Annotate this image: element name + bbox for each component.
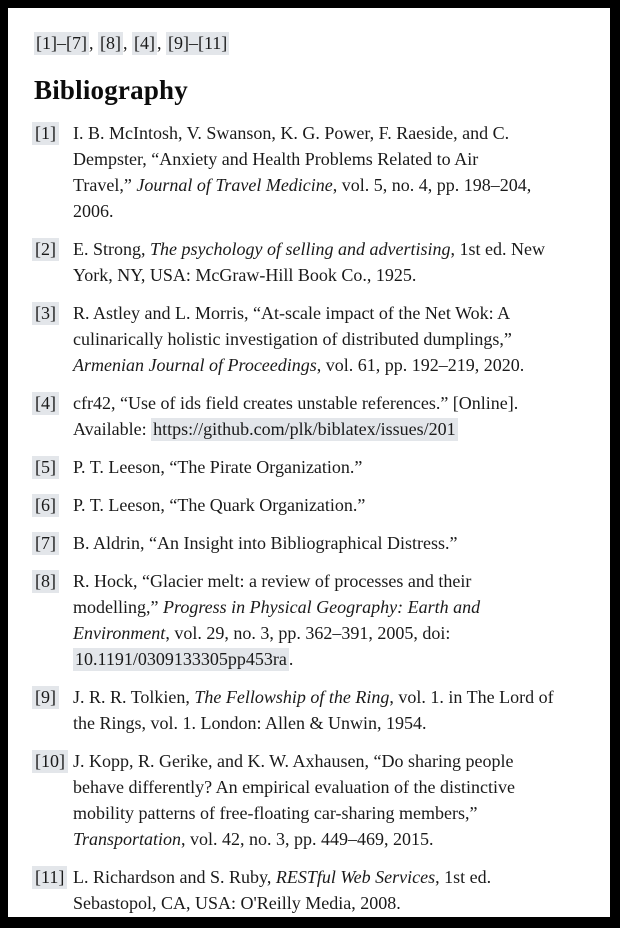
entry-line: [73, 492, 610, 518]
text-segment: R. Hock, “Glacier melt: a review of processes and their: [73, 571, 472, 591]
entry-text: [73, 864, 610, 916]
entry-text: [73, 454, 610, 480]
bib-entry: [34, 454, 610, 480]
entry-text: [73, 530, 610, 556]
bib-entry: [34, 236, 610, 288]
entry-label-cell: [34, 568, 73, 594]
bib-entry: [34, 568, 610, 672]
work-title: Journal of Travel Medicine: [136, 175, 333, 195]
text-segment: culinarically holistic investigation of distributed dumplings,”: [73, 329, 512, 349]
entry-number-link[interactable]: [2]: [32, 238, 59, 261]
entry-line: [73, 620, 610, 646]
bib-entry: [34, 864, 610, 916]
entry-line: [73, 748, 610, 774]
text-segment: J. R. R. Tolkien,: [73, 687, 195, 707]
entry-line: [73, 530, 610, 556]
citation-ref-link[interactable]: [1]–[7]: [36, 33, 87, 53]
text-segment: R. Astley and L. Morris, “At-scale impact of the Net Wok: A: [73, 303, 511, 323]
bib-entry: [34, 530, 610, 556]
entry-text: [73, 120, 610, 224]
entry-line: [73, 326, 610, 352]
citation-ref-link[interactable]: [9]–[11]: [167, 33, 228, 53]
entry-number-link[interactable]: [4]: [32, 392, 59, 415]
bib-entry: [34, 748, 610, 852]
bib-entry: [34, 684, 610, 736]
entry-line: [73, 236, 610, 262]
bib-entry: [34, 390, 610, 442]
entry-label-cell: [34, 684, 73, 710]
entry-line: [73, 710, 610, 736]
entry-label-cell: [34, 120, 73, 146]
entry-line: [73, 646, 610, 672]
text-segment: , vol. 5, no. 4, pp. 198–204,: [332, 175, 532, 195]
entry-text: [73, 492, 610, 518]
entry-line: [73, 774, 610, 800]
text-segment: , vol. 42, no. 3, pp. 449–469, 2015.: [181, 829, 434, 849]
entry-line: [73, 890, 610, 916]
entry-text: [73, 390, 610, 442]
external-link[interactable]: https://github.com/plk/biblatex/issues/201: [153, 419, 456, 439]
entry-number-link[interactable]: [11]: [32, 866, 67, 889]
text-segment: P. T. Leeson, “The Quark Organization.”: [73, 495, 366, 515]
entry-line: [73, 416, 610, 442]
text-segment: Available:: [73, 419, 152, 439]
entry-line: [73, 146, 610, 172]
text-segment: York, NY, USA: McGraw-Hill Book Co., 1925.: [73, 265, 417, 285]
entry-label-cell: [34, 492, 73, 518]
text-segment: , vol. 61, pp. 192–219, 2020.: [316, 355, 525, 375]
text-segment: cfr42, “Use of ids field creates unstable references.” [Online].: [73, 393, 519, 413]
text-segment: modelling,”: [73, 597, 163, 617]
text-segment: , 1st ed. New: [450, 239, 545, 259]
entry-number-link[interactable]: [9]: [32, 686, 59, 709]
external-link[interactable]: 10.1191/0309133305pp453ra: [75, 649, 287, 669]
citation-ref-link[interactable]: [4]: [133, 33, 155, 53]
entry-number-link[interactable]: [3]: [32, 302, 59, 325]
bib-entry: [34, 300, 610, 378]
entry-line: [73, 684, 610, 710]
entry-line: [73, 826, 610, 852]
text-segment: , vol. 29, no. 3, pp. 362–391, 2005, doi:: [165, 623, 451, 643]
entry-line: [73, 390, 610, 416]
entry-line: [73, 198, 610, 224]
text-segment: .: [288, 649, 294, 669]
entry-number-link[interactable]: [8]: [32, 570, 59, 593]
text-segment: E. Strong,: [73, 239, 151, 259]
work-title: Armenian Journal of Proceedings: [73, 355, 317, 375]
entry-label-cell: [34, 864, 73, 890]
bib-entry: [34, 120, 610, 224]
entry-line: [73, 352, 610, 378]
entry-text: [73, 236, 610, 288]
entry-number-link[interactable]: [10]: [32, 750, 68, 773]
text-segment: Travel,”: [73, 175, 137, 195]
citation-ref-link[interactable]: [8]: [99, 33, 121, 53]
text-segment: the Rings, vol. 1. London: Allen & Unwin, 1954.: [73, 713, 427, 733]
entry-label-cell: [34, 390, 73, 416]
text-segment: Sebastopol, CA, USA: O'Reilly Media, 2008.: [73, 893, 401, 913]
entry-line: [73, 864, 610, 890]
work-title: Environment: [73, 623, 166, 643]
entry-number-link[interactable]: [6]: [32, 494, 59, 517]
work-title: Transportation: [73, 829, 182, 849]
text-segment: mobility patterns of free-floating car-sharing members,”: [73, 803, 478, 823]
text-segment: 2006.: [73, 201, 114, 221]
entry-line: [73, 172, 610, 198]
entry-number-link[interactable]: [7]: [32, 532, 59, 555]
entry-label-cell: [34, 748, 73, 774]
entry-text: [73, 748, 610, 852]
entry-text: [73, 684, 610, 736]
text-segment: Dempster, “Anxiety and Health Problems Related to Air: [73, 149, 479, 169]
work-title: The Fellowship of the Ring: [194, 687, 390, 707]
bib-entry: [34, 492, 610, 518]
entry-number-link[interactable]: [1]: [32, 122, 59, 145]
entry-text: [73, 300, 610, 378]
citation-separator: ,: [88, 33, 98, 53]
citation-separator: ,: [156, 33, 166, 53]
work-title: RESTful Web Services: [275, 867, 436, 887]
text-segment: , 1st ed.: [435, 867, 492, 887]
citation-separator: ,: [122, 33, 132, 53]
text-segment: L. Richardson and S. Ruby,: [73, 867, 276, 887]
work-title: Progress in Physical Geography: Earth and: [162, 597, 481, 617]
entry-line: [73, 454, 610, 480]
entry-line: [73, 594, 610, 620]
entry-line: [73, 262, 610, 288]
entry-text: [73, 568, 610, 672]
citation-line: [34, 32, 610, 54]
text-segment: P. T. Leeson, “The Pirate Organization.”: [73, 457, 363, 477]
entry-label-cell: [34, 300, 73, 326]
entry-line: [73, 568, 610, 594]
text-segment: J. Kopp, R. Gerike, and K. W. Axhausen, “Do sharing people: [73, 751, 514, 771]
text-segment: , vol. 1. in The Lord of: [389, 687, 554, 707]
entry-label-cell: [34, 454, 73, 480]
document-page: [8, 8, 610, 917]
page-title: Bibliography: [34, 75, 188, 105]
entry-line: [73, 300, 610, 326]
work-title: The psychology of selling and advertising: [150, 239, 451, 259]
entry-label-cell: [34, 530, 73, 556]
text-segment: B. Aldrin, “An Insight into Bibliographical Distress.”: [73, 533, 458, 553]
entry-label-cell: [34, 236, 73, 262]
bibliography-list: [34, 120, 610, 916]
entry-line: [73, 800, 610, 826]
entry-number-link[interactable]: [5]: [32, 456, 59, 479]
entry-line: [73, 120, 610, 146]
text-segment: behave differently? An empirical evaluation of the distinctive: [73, 777, 516, 797]
text-segment: I. B. McIntosh, V. Swanson, K. G. Power, F. Raeside, and C.: [73, 123, 510, 143]
